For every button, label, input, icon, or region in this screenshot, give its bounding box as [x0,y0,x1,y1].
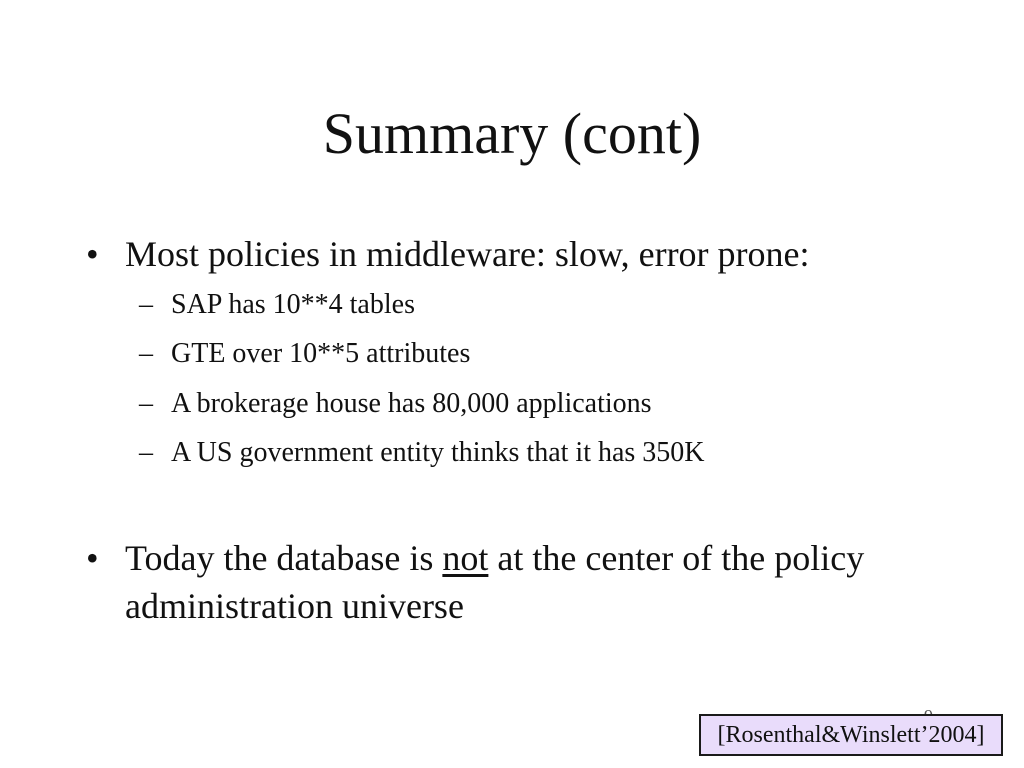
bullet-text-start: Today the database is [125,538,443,578]
bullet-marker: • [86,234,99,274]
sub-bullet-marker: – [139,338,153,369]
bullet-marker: • [86,538,99,578]
bullet-text-end: at the center of the policy administration universe [125,538,865,626]
slide-title: Summary (cont) [322,101,702,166]
sub-bullet-marker: – [139,289,153,320]
sub-bullet-marker: – [139,388,153,419]
bullet-text [125,534,905,630]
sub-bullet-marker: – [139,437,153,468]
sub-bullet-text: GTE over 10**5 attributes [171,338,471,369]
sub-bullet-text: A US government entity thinks that it has 350K [171,437,705,468]
sub-bullet-text: SAP has 10**4 tables [171,289,415,320]
sub-bullet-text: A brokerage house has 80,000 applications [171,388,652,419]
citation-box: [Rosenthal&Winslett’2004] [699,714,1003,756]
bullet-text: Most policies in middleware: slow, error prone: [125,234,810,274]
emphasis-underlined: not [442,538,489,578]
